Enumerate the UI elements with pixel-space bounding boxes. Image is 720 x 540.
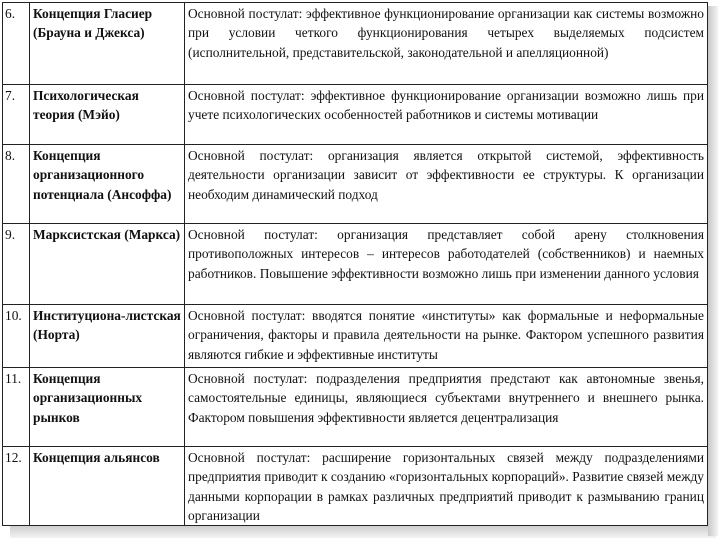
table-row — [3, 368, 708, 447]
concept-description: Основной постулат: вводятся понятие «институты» как формальные и неформальные ограничения, факторы и правила деятельности на рынке. Фактором успешного развития являются гибкие и эффективные институты — [185, 305, 708, 368]
row-number: 7. — [3, 85, 30, 145]
table-shadow-right — [708, 6, 718, 536]
concept-name: Институциона-листская (Норта) — [30, 305, 185, 368]
concept-description: Основной постулат: расширение горизонтальных связей между подразделениями предприятия приводит к созданию «горизонтальных корпораций». Развитие связей между данными корпорации в рамках различных предприятий приводит к размыванию границ организации — [185, 447, 708, 526]
row-number: 12. — [3, 447, 30, 526]
row-number: 11. — [3, 368, 30, 447]
concept-name: Концепция организационных рынков — [30, 368, 185, 447]
row-number: 6. — [3, 3, 30, 85]
table-row — [3, 447, 708, 526]
table-row — [3, 3, 708, 85]
concept-description: Основной постулат: организация представляет собой арену столкновения противоположных интересов – интересов работодателей (собственников) и наемных работников. Повышение эффективности возможно лишь при изменении данного условия — [185, 224, 708, 305]
row-number: 9. — [3, 224, 30, 305]
table-row — [3, 85, 708, 145]
concept-description: Основной постулат: эффективное функционирование организации как системы возможно при условии четкого функционирования четырех выделяемых подсистем (исполнительной, представительской, законодательной и апелляционной) — [185, 3, 708, 85]
table-row — [3, 145, 708, 224]
concept-description: Основной постулат: организация является открытой системой, эффективность деятельности организации зависит от эффективности ее структуры. К организации необходим динамический подход — [185, 145, 708, 224]
concept-name: Концепция Гласиер (Брауна и Джекса) — [30, 3, 185, 85]
concept-description: Основной постулат: эффективное функционирование организации возможно лишь при учете психологических особенностей работников и системы мотивации — [185, 85, 708, 145]
concept-name: Психологическая теория (Мэйо) — [30, 85, 185, 145]
row-number: 10. — [3, 305, 30, 368]
table-row — [3, 224, 708, 305]
concept-name: Концепция организационного потенциала (Ансоффа) — [30, 145, 185, 224]
concept-name: Концепция альянсов — [30, 447, 185, 526]
concept-name: Марксистская (Маркса) — [30, 224, 185, 305]
concept-description: Основной постулат: подразделения предприятия предстают как автономные звенья, самостоятельные единицы, являющиеся субъектами внутреннего и внешнего рынка. Фактором повышения эффективности является децентрализация — [185, 368, 708, 447]
table-row — [3, 305, 708, 368]
row-number: 8. — [3, 145, 30, 224]
concepts-table — [2, 2, 708, 526]
